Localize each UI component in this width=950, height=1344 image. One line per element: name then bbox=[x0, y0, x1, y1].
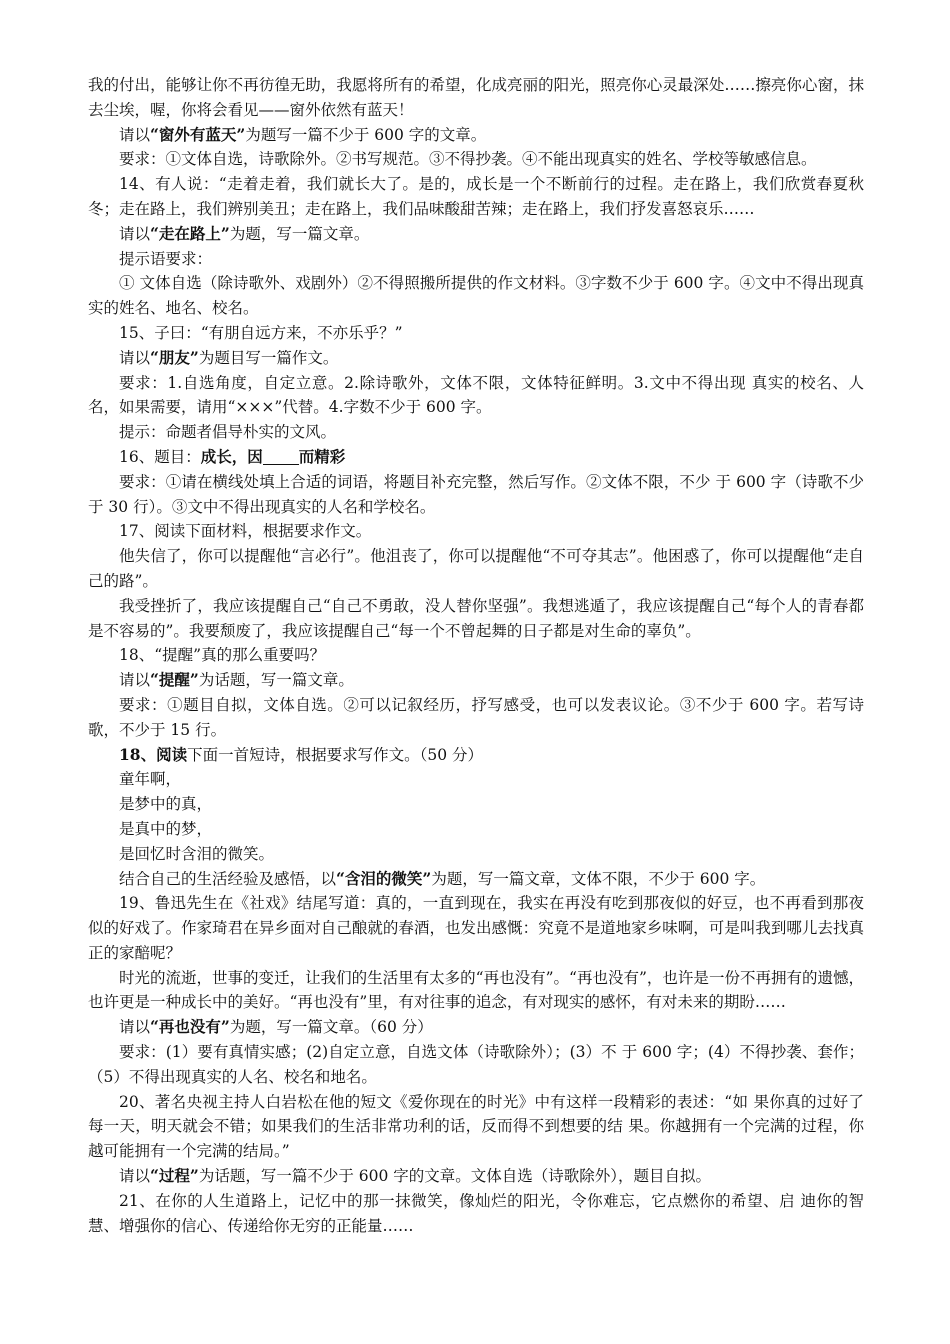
text-run: 为题，写一篇文章。 bbox=[229, 224, 370, 243]
bold-text: 成长，因 bbox=[200, 446, 263, 466]
text-run: 请以 bbox=[119, 1167, 151, 1186]
text-run: 请以 bbox=[119, 1018, 151, 1037]
paragraph bbox=[88, 73, 864, 123]
text-run: 是真中的梦， bbox=[119, 819, 213, 838]
text-run: 请以 bbox=[119, 671, 151, 690]
text-run: 14、有人说：“走着走着，我们就长大了。是的，成长是一个不断前行的过程。走在路上，我们欣赏春夏秋冬；走在路上，我们辨别美丑；走在路上，我们品味酸甜苦辣；走在路上，我们抒发喜怒哀乐…… bbox=[88, 175, 864, 218]
text-run: 请以 bbox=[119, 224, 151, 243]
bold-text: “朋友” bbox=[150, 347, 199, 367]
paragraph bbox=[88, 420, 864, 445]
text-run: 请以 bbox=[119, 348, 151, 367]
bold-text: 18、阅读 bbox=[119, 744, 188, 764]
paragraph bbox=[88, 247, 864, 272]
text-run: 下面一首短诗，根据要求写作文。（50 分） bbox=[187, 745, 483, 764]
text-run: 是梦中的真， bbox=[119, 795, 213, 814]
text-run: 为题目写一篇作文。 bbox=[198, 348, 339, 367]
paragraph bbox=[88, 346, 864, 371]
text-run: 他失信了，你可以提醒他“言必行”。他沮丧了，你可以提醒他“不可夺其志”。他困惑了，你可以提醒他“走自己的路”。 bbox=[88, 547, 864, 590]
text-run: 要求：①请在横线处填上合适的词语，将题目补充完整，然后写作。②文体不限，不少 于 600 字（诗歌不少于 30 行）。③文中不得出现真实的人名和学校名。 bbox=[88, 472, 864, 516]
text-run: 提示语要求： bbox=[119, 249, 213, 268]
text-run: 要求：①题目自拟，文体自选。②可以记叙经历，抒写感受，也可以发表议论。③不少于 600 字。若写诗歌，不少于 15 行。 bbox=[88, 695, 864, 739]
bold-text: “窗外有蓝天” bbox=[150, 124, 246, 144]
paragraph bbox=[88, 172, 864, 222]
bold-text: “走在路上” bbox=[150, 223, 230, 243]
text-run: 提示：命题者倡导朴实的文风。 bbox=[119, 423, 337, 442]
text-run: 童年啊， bbox=[119, 770, 182, 789]
text-run: 16、题目： bbox=[119, 447, 201, 466]
paragraph bbox=[88, 767, 864, 792]
paragraph bbox=[88, 693, 864, 743]
text-run: 为话题，写一篇文章。 bbox=[198, 671, 354, 690]
paragraph bbox=[88, 1090, 864, 1164]
text-run: 结合自己的生活经验及感悟，以 bbox=[119, 869, 337, 888]
paragraph bbox=[88, 966, 864, 1016]
text-run: 为题，写一篇文章。（60 分） bbox=[229, 1018, 433, 1037]
text-run: 20、著名央视主持人白岩松在他的短文《爱你现在的时光》中有这样一段精彩的表述：“如 果你真的过好了每一天，明天就会不错；如果我们的生活非常功利的话，反而得不到想要的结 果。你越拥有一个完满的过程，你越可能拥有一个完满的结局。” bbox=[88, 1092, 864, 1161]
text-run: 为话题，写一篇不少于 600 字的文章。文体自选（诗歌除外），题目自拟。 bbox=[198, 1167, 712, 1186]
text-run: 为题，写一篇文章，文体不限，不少于 600 字。 bbox=[431, 869, 766, 888]
paragraph bbox=[88, 1040, 864, 1090]
paragraph bbox=[88, 123, 864, 148]
bold-text: 而精彩 bbox=[298, 446, 346, 466]
paragraph bbox=[88, 544, 864, 594]
text-run: 是回忆时含泪的微笑。 bbox=[119, 844, 275, 863]
paragraph bbox=[88, 817, 864, 842]
paragraph bbox=[88, 792, 864, 817]
paragraph bbox=[88, 594, 864, 644]
text-run: 21、在你的人生道路上，记忆中的那一抹微笑，像灿烂的阳光，令你难忘，它点燃你的希望、启 迪你的智慧、增强你的信心、传递给你无穷的正能量…… bbox=[88, 1191, 864, 1235]
paragraph bbox=[88, 1164, 864, 1189]
text-run: 要求：(1）要有真情实感；(2)自定立意，自选文体（诗歌除外）；(3）不 于 600 字；(4）不得抄袭、套作；（5）不得出现真实的人名、校名和地名。 bbox=[88, 1043, 864, 1086]
text-run: 15、子曰：“有朋自远方来，不亦乐乎？” bbox=[119, 323, 403, 342]
bold-text: “含泪的微笑” bbox=[336, 868, 432, 888]
paragraph bbox=[88, 1189, 864, 1239]
text-run: 18、“提醒”真的那么重要吗？ bbox=[119, 646, 326, 665]
paragraph bbox=[88, 222, 864, 247]
text-run: 请以 bbox=[119, 125, 151, 144]
bold-text: “提醒” bbox=[150, 670, 199, 690]
paragraph bbox=[88, 867, 864, 892]
paragraph bbox=[88, 321, 864, 346]
text-run: 要求：①文体自选，诗歌除外。②书写规范。③不得抄袭。④不能出现真实的姓名、学校等敏感信息。 bbox=[119, 150, 817, 169]
text-run: 我受挫折了，我应该提醒自己“自己不勇敢，没人替你坚强”。我想逃遁了，我应该提醒自己“每个人的青春都是不容易的”。我要颓废了，我应该提醒自己“每一个不曾起舞的日子都是对生命的辜负”。 bbox=[88, 596, 864, 640]
fill-in-blank-line bbox=[263, 448, 299, 465]
paragraph bbox=[88, 147, 864, 172]
bold-text: “再也没有” bbox=[150, 1017, 230, 1037]
text-run: 我的付出，能够让你不再彷徨无助，我愿将所有的希望，化成亮丽的阳光，照亮你心灵最深处……擦亮你心窗，抹去尘埃，喔，你将会看见——窗外依然有蓝天！ bbox=[88, 76, 864, 119]
paragraph bbox=[88, 271, 864, 321]
paragraph bbox=[88, 1015, 864, 1040]
paragraph bbox=[88, 842, 864, 867]
paragraph bbox=[88, 445, 864, 470]
paragraph bbox=[88, 743, 864, 768]
document-body bbox=[88, 73, 864, 1238]
text-run: 19、鲁迅先生在《社戏》结尾写道：真的，一直到现在，我实在再没有吃到那夜似的好豆，也不再看到那夜似的好戏了。作家琦君在异乡面对自己酿就的春酒，也发出感慨：究竟不是道地家乡味啊，可是叫我到哪儿去找真正的家醅呢？ bbox=[88, 894, 864, 962]
text-run: 17、阅读下面材料，根据要求作文。 bbox=[119, 522, 372, 541]
text-run: 为题写一篇不少于 600 字的文章。 bbox=[245, 125, 487, 144]
paragraph bbox=[88, 643, 864, 668]
text-run: 要求：1.自选角度，自定立意。2.除诗歌外，文体不限，文体特征鲜明。3.文中不得出现 真实的校名、人名，如果需要，请用“×××”代替。4.字数不少于 600 字。 bbox=[88, 373, 864, 417]
paragraph bbox=[88, 371, 864, 421]
paragraph bbox=[88, 470, 864, 520]
bold-text: “过程” bbox=[150, 1166, 199, 1186]
paragraph bbox=[88, 519, 864, 544]
paragraph bbox=[88, 891, 864, 965]
paragraph bbox=[88, 668, 864, 693]
text-run: ① 文体自选（除诗歌外、戏剧外）②不得照搬所提供的作文材料。③字数不少于 600 字。④文中不得出现真实的姓名、地名、校名。 bbox=[88, 274, 864, 318]
text-run: 时光的流逝，世事的变迁，让我们的生活里有太多的“再也没有”。“再也没有”，也许是一份不再拥有的遗憾，也许更是一种成长中的美好。“再也没有”里，有对往事的追念，有对现实的感怀，有对未来的期盼…… bbox=[88, 968, 864, 1012]
